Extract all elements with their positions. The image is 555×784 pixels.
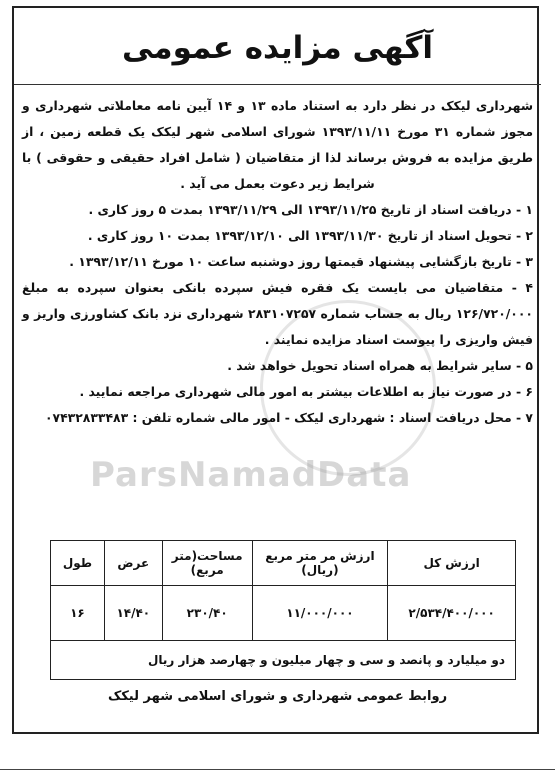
total-in-words: دو میلیارد و پانصد و سی و چهار میلیون و چهارصد هزار ریال	[51, 641, 516, 680]
cell-area: ۲۳۰/۴۰	[162, 586, 252, 641]
condition-item-3: ۳ - تاریخ بازگشایی پیشنهاد قیمتها روز دوشنبه ساعت ۱۰ مورخ ۱۳۹۳/۱۲/۱۱ .	[69, 254, 533, 269]
cell-total-value: ۲/۵۳۴/۴۰۰/۰۰۰	[388, 586, 516, 641]
condition-item-1: ۱ - دریافت اسناد از تاریخ ۱۳۹۳/۱۱/۲۵ الی ۱۳۹۳/۱۱/۲۹ بمدت ۵ روز کاری .	[88, 202, 533, 217]
header-area: مساحت(متر مربع)	[162, 541, 252, 586]
table-row	[51, 586, 516, 641]
header-length: طول	[51, 541, 105, 586]
cell-length: ۱۶	[51, 586, 105, 641]
title-divider	[14, 84, 541, 85]
notice-body	[22, 93, 533, 431]
cell-width: ۱۴/۴۰	[104, 586, 162, 641]
header-width: عرض	[104, 541, 162, 586]
table-words-row	[51, 641, 516, 680]
intro-paragraph: شهرداری لیکک در نظر دارد به استناد ماده ۱۳ و ۱۴ آیین نامه معاملاتی شهرداری و مجوز شماره ۳۱ مورخ ۱۳۹۳/۱۱/۱۱ شورای اسلامی شهر لیکک یک قطعه زمین ، از طریق مزایده به فروش برساند لذا از متقاضیان ( شامل افراد حقیقی و حقوقی ) با شرایط زیر دعوت بعمل می آید .	[22, 98, 534, 191]
header-price-per-sqm: ارزش مر متر مربع (ریال)	[252, 541, 388, 586]
condition-item-4: ۴ - متقاضیان می بایست یک فقره فیش سپرده بانکی بعنوان سپرده به مبلغ ۱۲۶/۷۲۰/۰۰۰ ریال به حساب شماره ۲۸۳۱۰۷۲۵۷ شهرداری نزد بانک کشاورزی واریز و فیش واریزی را پیوست اسناد مزایده نمایند .	[22, 280, 533, 347]
condition-item-2: ۲ - تحویل اسناد از تاریخ ۱۳۹۳/۱۱/۳۰ الی ۱۳۹۳/۱۲/۱۰ بمدت ۱۰ روز کاری .	[87, 228, 533, 243]
condition-item-7: ۷ - محل دریافت اسناد : شهرداری لیکک - امور مالی شماره تلفن : ۰۷۴۳۲۸۳۳۴۸۳	[44, 410, 533, 425]
signature-line: روابط عمومی شهرداری و شورای اسلامی شهر لیکک	[107, 689, 448, 704]
property-table	[50, 540, 516, 680]
cell-price-per-sqm: ۱۱/۰۰۰/۰۰۰	[252, 586, 388, 641]
condition-item-5: ۵ - سایر شرایط به همراه اسناد تحویل خواهد شد .	[227, 358, 533, 373]
watermark-text: ParsNamadData	[90, 455, 412, 495]
notice-title: آگهی مزایده عمومی	[122, 30, 433, 66]
condition-item-6: ۶ - در صورت نیاز به اطلاعات بیشتر به امور مالی شهرداری مراجعه نمایید .	[79, 384, 533, 399]
table-header-row	[51, 541, 516, 586]
bottom-divider	[0, 769, 555, 770]
header-total-value: ارزش کل	[388, 541, 516, 586]
